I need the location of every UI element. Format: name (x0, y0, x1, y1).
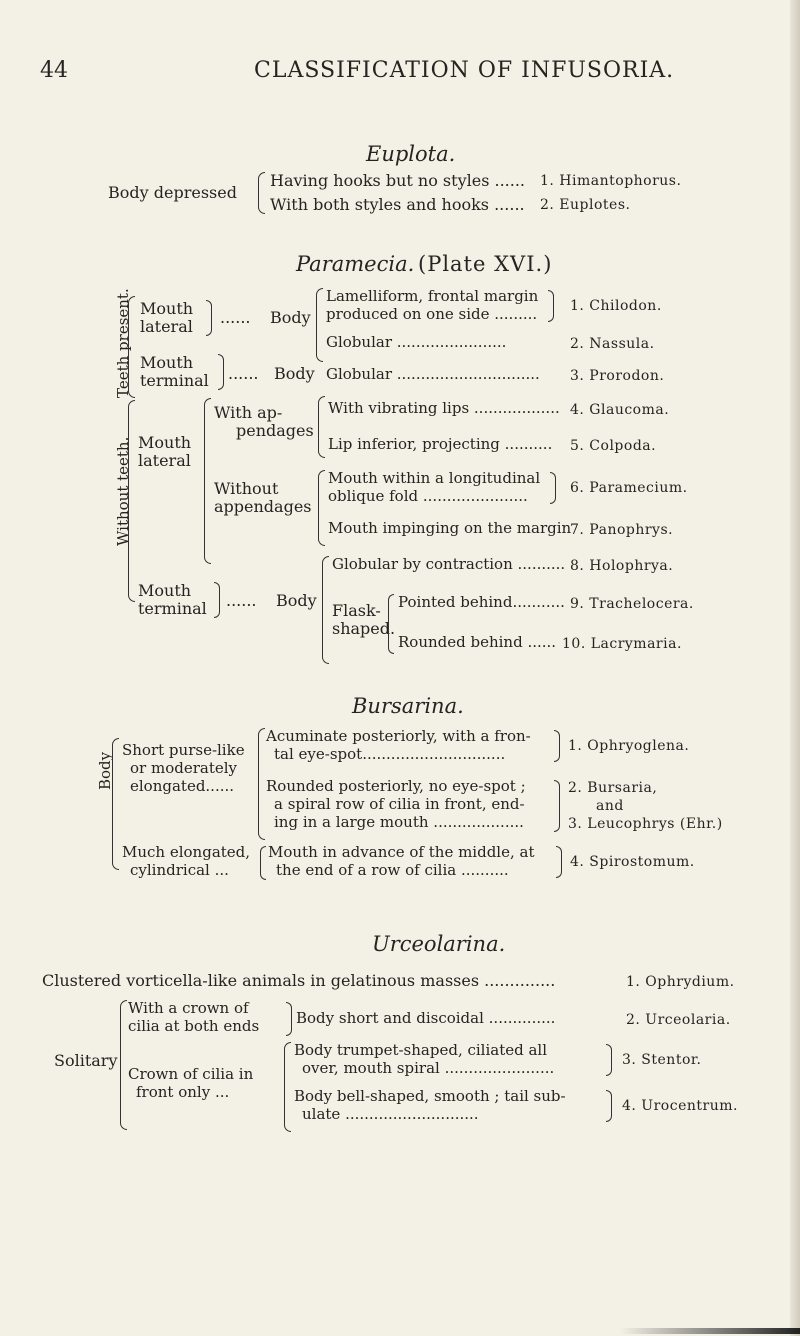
side-label-teeth-present: Teeth present. (114, 288, 132, 398)
rounded-3: ing in a large mouth ................... (274, 813, 524, 831)
body-label-2: Body (274, 364, 315, 383)
acuminate-1: Acuminate posteriorly, with a fron- (266, 727, 531, 745)
genus-paramecium: 6. Paramecium. (570, 480, 688, 496)
body-label-1: Body (270, 308, 311, 327)
lamelliform-line-2: produced on one side ......... (326, 305, 538, 323)
genus-bursaria-and: and (596, 798, 624, 814)
globular-row-1: Globular ....................... (326, 333, 507, 351)
clustered-row: Clustered vorticella-like animals in gelatinous masses .............. (42, 971, 556, 990)
mouth-lateral-brace (206, 300, 212, 336)
genus-spirostomum: 4. Spirostomum. (570, 854, 695, 870)
genus-ophryoglena: 1. Ophryoglena. (568, 738, 690, 754)
row-lip-inferior: Lip inferior, projecting .......... (328, 435, 553, 453)
without-appendages-label: Without (214, 479, 279, 498)
short-purse-brace (258, 728, 265, 840)
solitary-label: Solitary (54, 1051, 118, 1070)
mouth-lateral-label-2: lateral (140, 317, 193, 336)
genus-glaucoma: 4. Glaucoma. (570, 402, 670, 418)
body-label-3: Body (276, 591, 317, 610)
mouth-lateral-label-b2: lateral (138, 451, 191, 470)
mouth-terminal-label-b2: terminal (138, 599, 207, 618)
much-elongated-2: cylindrical ... (130, 861, 229, 879)
mouth-terminal-label-b: Mouth (138, 581, 192, 600)
euplota-row-2: With both styles and hooks ...... (270, 195, 525, 214)
lamelliform-brace (548, 290, 554, 322)
row-longitudinal-2: oblique fold ...................... (328, 487, 528, 505)
short-purse-1: Short purse-like (122, 741, 245, 759)
without-appendages-label-2: appendages (214, 497, 312, 516)
much-elongated-brace (260, 846, 266, 880)
section-title-urceolarina: Urceolarina. (372, 932, 506, 956)
running-title: CLASSIFICATION OF INFUSORIA. (254, 58, 675, 83)
genus-leucophrys: 3. Leucophrys (Ehr.) (568, 816, 723, 832)
section-title-bursarina: Bursarina. (352, 694, 464, 718)
trumpet-brace (606, 1044, 612, 1076)
genus-stentor: 3. Stentor. (622, 1052, 702, 1068)
euplota-brace (258, 172, 265, 214)
bursarina-body-brace (112, 738, 119, 870)
mouth-terminal-brace-b (214, 582, 220, 618)
row-rounded-behind: Rounded behind ...... (398, 633, 557, 651)
genus-trachelocera: 9. Trachelocera. (570, 596, 694, 612)
acuminate-2: tal eye-spot.............................. (274, 745, 506, 763)
genus-colpoda: 5. Colpoda. (570, 438, 657, 454)
row-vibrating-lips: With vibrating lips .................. (328, 399, 560, 417)
short-purse-2: or moderately (130, 759, 237, 777)
bell-2: ulate ............................ (302, 1105, 479, 1123)
globular-row-2: Globular .............................. (326, 365, 540, 383)
dots-2: ...... (228, 364, 259, 383)
mouth-advance-brace (556, 846, 562, 878)
genus-euplotes: 2. Euplotes. (540, 197, 631, 213)
genus-urocentrum: 4. Urocentrum. (622, 1098, 738, 1114)
flask-brace (388, 594, 394, 654)
crown-both-2: cilia at both ends (128, 1017, 260, 1035)
with-appendages-brace (318, 396, 325, 458)
crown-front-brace (284, 1042, 291, 1132)
bell-brace (606, 1090, 612, 1122)
body-brace-3 (322, 556, 329, 664)
bell-1: Body bell-shaped, smooth ; tail sub- (294, 1087, 566, 1105)
row-longitudinal-1: Mouth within a longitudinal (328, 469, 541, 487)
page-corner-mark (620, 1328, 800, 1334)
genus-prorodon: 3. Prorodon. (570, 368, 665, 384)
genus-chilodon: 1. Chilodon. (570, 298, 662, 314)
side-label-without-teeth: Without teeth. (114, 436, 132, 546)
row-globular-contraction: Globular by contraction .......... (332, 555, 566, 573)
flask-shaped-label: Flask- (332, 601, 381, 620)
with-appendages-label: With ap- (214, 403, 283, 422)
acuminate-brace (554, 730, 560, 762)
mouth-lateral-brace-b (204, 398, 211, 564)
crown-both-brace (286, 1002, 292, 1036)
mouth-terminal-label: Mouth (140, 353, 194, 372)
body-brace-1 (316, 288, 323, 362)
lamelliform-line-1: Lamelliform, frontal margin (326, 287, 539, 305)
row-impinging: Mouth impinging on the margin (328, 519, 572, 537)
rounded-1: Rounded posteriorly, no eye-spot ; (266, 777, 526, 795)
mouth-lateral-label: Mouth (140, 299, 194, 318)
page-number: 44 (40, 58, 68, 83)
euplota-group-label: Body depressed (108, 183, 237, 202)
plate-reference: (Plate XVI.) (418, 252, 553, 276)
with-appendages-label-2: pendages (236, 421, 314, 440)
mouth-lateral-label-b: Mouth (138, 433, 192, 452)
rounded-2: a spiral row of cilia in front, end- (274, 795, 525, 813)
genus-holophrya: 8. Holophrya. (570, 558, 674, 574)
crown-both-1: With a crown of (128, 999, 249, 1017)
crown-front-2: front only ... (136, 1083, 230, 1101)
without-appendages-brace (318, 470, 325, 546)
genus-himantophorus: 1. Himantophorus. (540, 173, 682, 189)
much-elongated-1: Much elongated, (122, 843, 251, 861)
side-label-body: Body (96, 751, 114, 790)
row-pointed-behind: Pointed behind........... (398, 593, 565, 611)
longitudinal-brace (550, 472, 556, 504)
page-edge-shadow (790, 0, 800, 1336)
rounded-brace (554, 780, 560, 832)
mouth-advance-2: the end of a row of cilia .......... (276, 861, 509, 879)
trumpet-1: Body trumpet-shaped, ciliated all (294, 1041, 548, 1059)
mouth-terminal-brace (218, 354, 224, 390)
teeth-present-brace (128, 296, 135, 398)
body-short-row: Body short and discoidal .............. (296, 1009, 556, 1027)
mouth-advance-1: Mouth in advance of the middle, at (268, 843, 535, 861)
section-title-paramecia: Paramecia. (296, 252, 415, 276)
genus-bursaria: 2. Bursaria, (568, 780, 658, 796)
trumpet-2: over, mouth spiral ....................... (302, 1059, 555, 1077)
genus-ophrydium: 1. Ophrydium. (626, 974, 735, 990)
solitary-brace (120, 1000, 127, 1130)
dots-1: ...... (220, 308, 251, 327)
genus-nassula: 2. Nassula. (570, 336, 655, 352)
mouth-terminal-label-2: terminal (140, 371, 209, 390)
dots-3: ...... (226, 591, 257, 610)
genus-urceolaria: 2. Urceolaria. (626, 1012, 731, 1028)
genus-panophrys: 7. Panophrys. (570, 522, 674, 538)
short-purse-3: elongated...... (130, 777, 235, 795)
genus-lacrymaria: 10. Lacrymaria. (562, 636, 682, 652)
crown-front-1: Crown of cilia in (128, 1065, 254, 1083)
euplota-row-1: Having hooks but no styles ...... (270, 171, 526, 190)
flask-shaped-label-2: shaped. (332, 619, 396, 638)
without-teeth-brace (128, 400, 135, 602)
section-title-euplota: Euplota. (366, 142, 456, 166)
